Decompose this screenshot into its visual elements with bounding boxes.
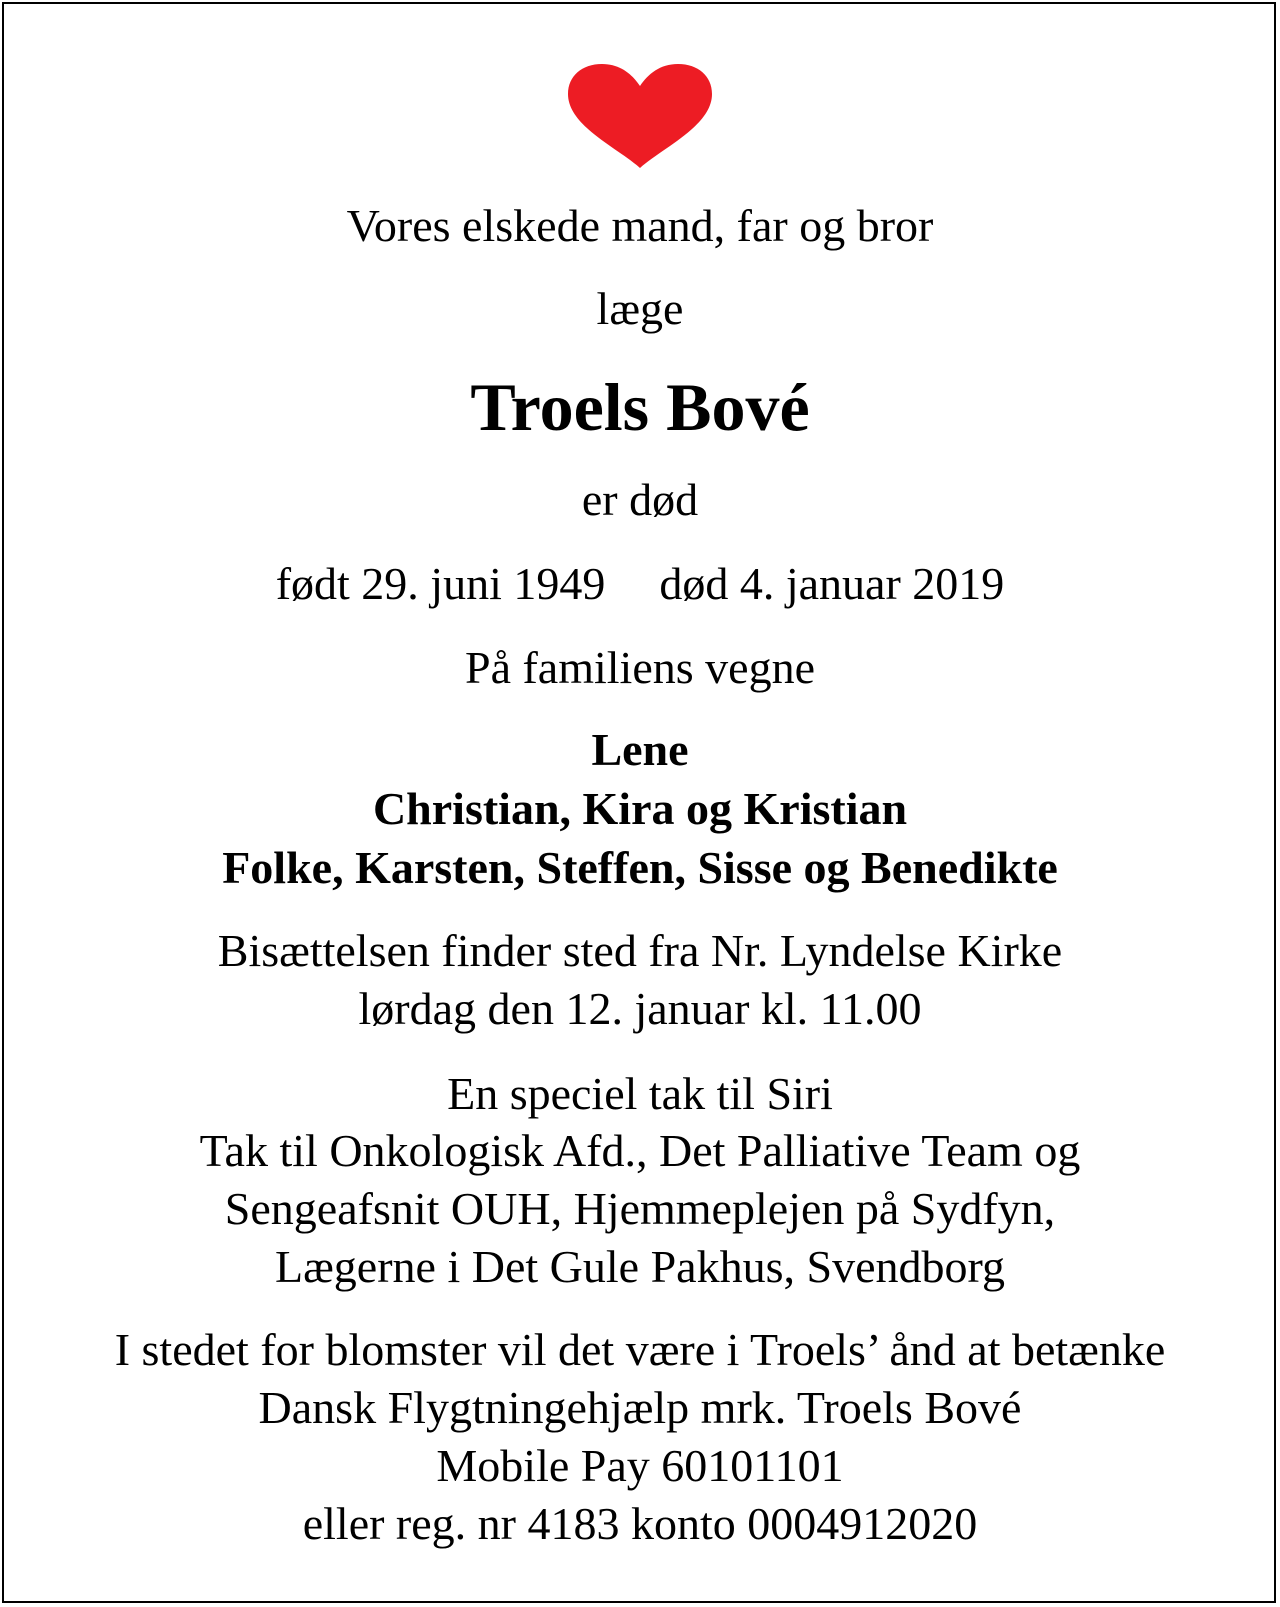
donation-line: eller reg. nr 4183 konto 0004912020 bbox=[302, 1498, 978, 1549]
birth-date: født 29. juni 1949 bbox=[275, 558, 606, 609]
family-line: Lene bbox=[591, 724, 689, 775]
donation-line: I stedet for blomster vil det være i Troels’ ånd at betænke bbox=[114, 1324, 1166, 1375]
donation-line: Dansk Flygtningehjælp mrk. Troels Bové bbox=[258, 1382, 1022, 1433]
thanks-line: Lægerne i Det Gule Pakhus, Svendborg bbox=[275, 1241, 1005, 1292]
heart-icon bbox=[568, 64, 712, 168]
deceased-name: Troels Bové bbox=[470, 369, 810, 445]
dates-line bbox=[0, 558, 1280, 609]
status-text: er død bbox=[581, 474, 699, 525]
donation-line: Mobile Pay 60101101 bbox=[436, 1440, 844, 1491]
intro-text: Vores elskede mand, far og bror bbox=[346, 200, 934, 251]
thanks-line: En speciel tak til Siri bbox=[447, 1068, 833, 1119]
funeral-line: Bisættelsen finder sted fra Nr. Lyndelse Kirke bbox=[217, 925, 1063, 976]
death-date: død 4. januar 2019 bbox=[659, 558, 1005, 609]
title-text: læge bbox=[596, 283, 684, 334]
funeral-line: lørdag den 12. januar kl. 11.00 bbox=[358, 983, 922, 1034]
thanks-line: Tak til Onkologisk Afd., Det Palliative Team og bbox=[199, 1125, 1081, 1176]
on-behalf-text: På familiens vegne bbox=[464, 642, 815, 693]
thanks-line: Sengeafsnit OUH, Hjemmeplejen på Sydfyn, bbox=[224, 1183, 1056, 1234]
family-line: Folke, Karsten, Steffen, Sisse og Benedikte bbox=[222, 842, 1058, 893]
family-line: Christian, Kira og Kristian bbox=[372, 783, 908, 834]
